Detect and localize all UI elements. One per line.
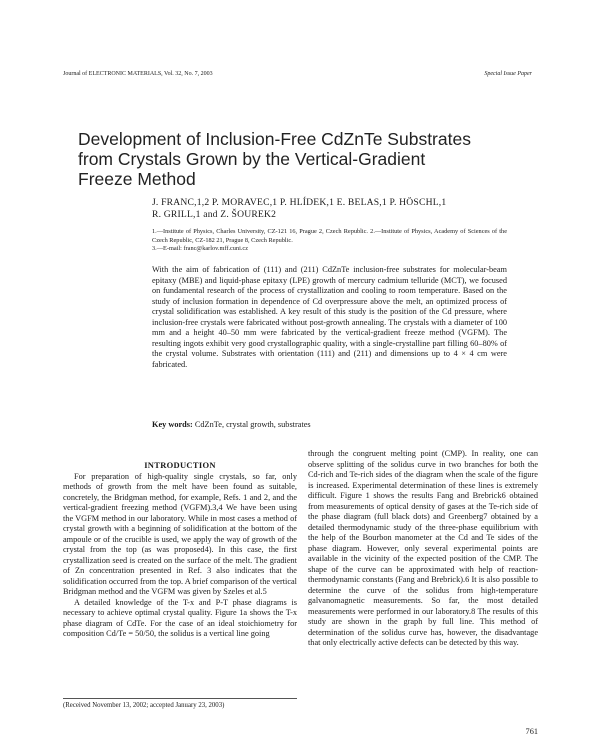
abstract: With the aim of fabrication of (111) and (211) CdZnTe inclusion-free substrates for molecular-beam epitaxy (MBE) and liquid-phase epitaxy (LPE) growth of mercury cadmium telluride (MCT), we focused on fundamental research of the process of crystallization and cooling to room temperature. Based on the study of inclusion formation in dependence of Cd overpressure above the melt, an optimized process of crystal solidification was established. A key result of this study is the position of the Cd pressure, where inclusion-free crystals were fabricated without post-growth annealing. The crystals with a diameter of 100 mm and a height 40–50 mm were fabricated by the vertical-gradient freeze method (VGFM). The resulting ingots exhibit very good crystallographic quality, with a single-crystalline part filling 60–80% of the crystal volume. Substrates with orientation (111) and (211) and dimensions up to 4 × 4 cm were fabricated.	[152, 265, 507, 369]
keywords-label: Key words:	[152, 420, 193, 429]
received-dates: (Received November 13, 2002; accepted January 23, 2003)	[63, 702, 225, 709]
paper-title	[78, 129, 498, 189]
affiliation-email: 3.—E-mail: franc@karlov.mff.cuni.cz	[152, 245, 249, 253]
title-line-1: Development of Inclusion-Free CdZnTe Substrates	[78, 129, 471, 149]
title-line-3: Freeze Method	[78, 169, 196, 189]
left-column	[63, 460, 297, 640]
special-issue-label: Special Issue Paper	[484, 71, 532, 77]
page-number: 761	[525, 727, 538, 736]
intro-paragraph-1: For preparation of high-quality single crystals, so far, only methods of growth from the melt have been found as suitable, concretely, the Bridgman method, for example, Refs. 1 and 2, and the vertical-gradient freezing method (VGFM).3,4 We have been using the VGFM method in our laboratory. While in most cases a method of crystal growth with a beginning of solidification at the bottom of the ampoule or of the crucible is used, we apply the way of growth of the crystal from the top (as was proposed4). In this case, the first crystallization seed is created on the surface of the melt. The gradient of Zn concentration presented in Ref. 3 also indicates that the solidification occurred from the top. A brief comparison of the vertical Bridgman method and the VGFM was given by Szeles et al.5	[63, 471, 297, 596]
author-list	[152, 197, 452, 221]
keywords	[152, 420, 507, 429]
keywords-text: CdZnTe, crystal growth, substrates	[192, 420, 311, 429]
section-heading: INTRODUCTION	[144, 460, 216, 470]
intro-paragraph-2: A detailed knowledge of the T-x and P-T phase diagrams is necessary to achieve optimal crystal quality. Figure 1a shows the T-x phase diagram of CdTe. For the case of an ideal stoichiometry for composition Cd/Te = 50/50, the solidus is a vertical line going	[63, 597, 297, 638]
authors-line-1: J. FRANC,1,2 P. MORAVEC,1 P. HLÍDEK,1 E. BELAS,1 P. HÖSCHL,1	[152, 197, 447, 208]
journal-header: Journal of ELECTRONIC MATERIALS, Vol. 32, No. 7, 2003	[63, 71, 213, 77]
intro-paragraph-3: through the congruent melting point (CMP). In reality, one can observe splitting of the solidus curve in two branches for both the Cd-rich and Te-rich sides of the diagram when the scale of the figure is increased. Experimental determination of these lines is extremely difficult. Figure 1 shows the results Fang and Brebrick6 obtained from measurements of optical density of gases at the Te-rich side of the phase diagram (full black dots) and Greenberg7 obtained by a detailed thermodynamic study of the three-phase equilibrium with the help of the Bourbon manometer at the Cd and Te sides of the phase diagram. However, only several experimental points are available in the vicinity of the expected position of the CMP. The shape of the curve can be approximated with help of reaction-thermodynamic constants (Fang and Brebrick).6 It is also possible to determine the curve of the solidus from high-temperature galvanomagnetic measurements. So far, the most detailed measurements were performed in our laboratory.8 The results of this study are shown in the graph by full line. This method of determination of the solidus curve has, however, the disadvantage that only electrically active defects can be detected by this way.	[308, 449, 538, 647]
authors-line-2: R. GRILL,1 and Z. ŠOUREK2	[152, 209, 277, 220]
right-column	[308, 449, 538, 649]
affiliation-institutions: 1.—Institute of Physics, Charles University, CZ-121 16, Prague 2, Czech Republic. 2.—Institute of Physics, Academy of Sciences of the Czech Republic, CZ-182 21, Prague 8, Czech Republic.	[152, 228, 507, 244]
affiliations	[152, 228, 507, 254]
footnote-divider	[63, 698, 297, 699]
title-line-2: from Crystals Grown by the Vertical-Gradient	[78, 149, 426, 169]
